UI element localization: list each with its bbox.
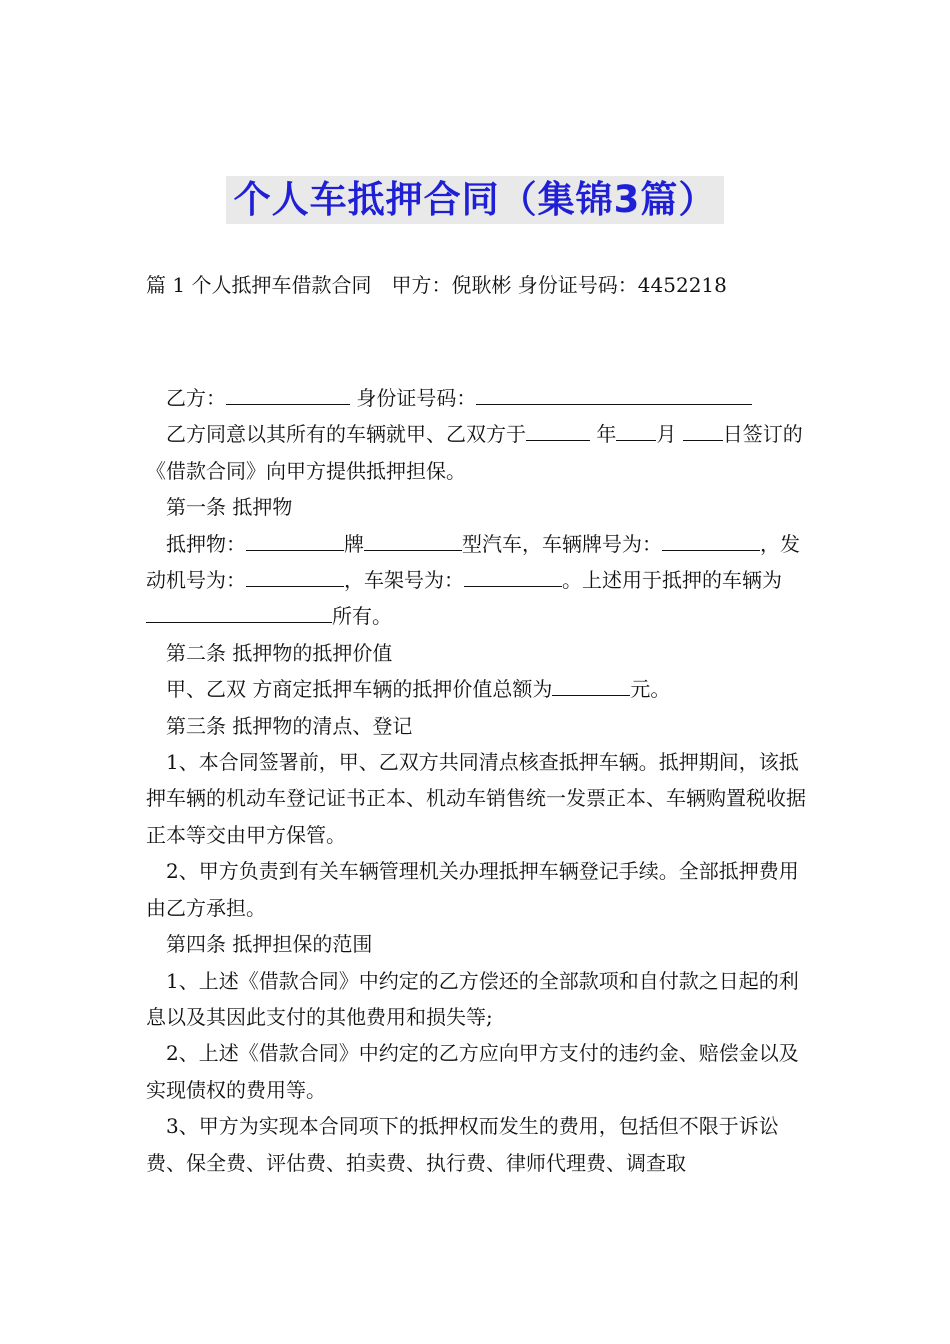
plate-blank [662,528,760,551]
month-blank [616,418,656,441]
article-1-heading: 第一条 抵押物 [166,495,293,520]
article-4-item-2: 2、上述《借款合同》中约定的乙方应向甲方支付的违约金、赔偿金以及实现债权的费用等。 [146,1041,799,1102]
brand-blank [246,528,344,551]
value-blank [552,673,630,696]
document-title: 个人车抵押合同（集锦3篇） [226,176,725,224]
article-3-heading: 第三条 抵押物的清点、登记 [166,713,413,738]
owner-blank [146,600,332,623]
article-3-item-2: 2、甲方负责到有关车辆管理机关办理抵押车辆登记手续。全部抵押费用由乙方承担。 [146,859,799,920]
agreement-paragraph: 乙方同意以其所有的车辆就甲、乙双方于 年 月 日签订的《借款合同》向甲方提供抵押担保。 [146,416,810,489]
party-b-id-blank [476,382,752,405]
article-4-item-3: 3、甲方为实现本合同项下的抵押权而发生的费用，包括但不限于诉讼费、保全费、评估费、拍卖费、执行费、律师代理费、调查取 [146,1114,779,1175]
day-blank [683,418,723,441]
article-3-item-1: 1、本合同签署前，甲、乙双方共同清点核查抵押车辆。抵押期间，该抵押车辆的机动车登记证书正本、机动车销售统一发票正本、车辆购置税收据正本等交由甲方保管。 [146,750,806,847]
contract-body [146,380,810,1181]
intro-line: 篇 1 个人抵押车借款合同 甲方：倪耿彬 身份证号码：4452218 [146,273,727,297]
engine-blank [246,564,344,587]
model-blank [364,528,462,551]
article-2-paragraph: 甲、乙双 方商定抵押车辆的抵押价值总额为 元。 [146,671,810,707]
title-area [0,176,950,224]
party-b-name-blank [226,382,350,405]
frame-blank [464,564,562,587]
article-2-heading: 第二条 抵押物的抵押价值 [166,640,393,665]
article-4-item-1: 1、上述《借款合同》中约定的乙方偿还的全部款项和自付款之日起的利息以及其因此支付的其他费用和损失等; [146,968,799,1029]
year-blank [526,418,590,441]
party-b-line: 乙方： 身份证号码： [146,380,810,416]
article-4-heading: 第四条 抵押担保的范围 [166,932,373,957]
article-1-paragraph: 抵押物： 牌 型汽车，车辆牌号为： ，发动机号为： ，车架号为： 。上述用于抵押的车辆为所有。 [146,526,810,635]
